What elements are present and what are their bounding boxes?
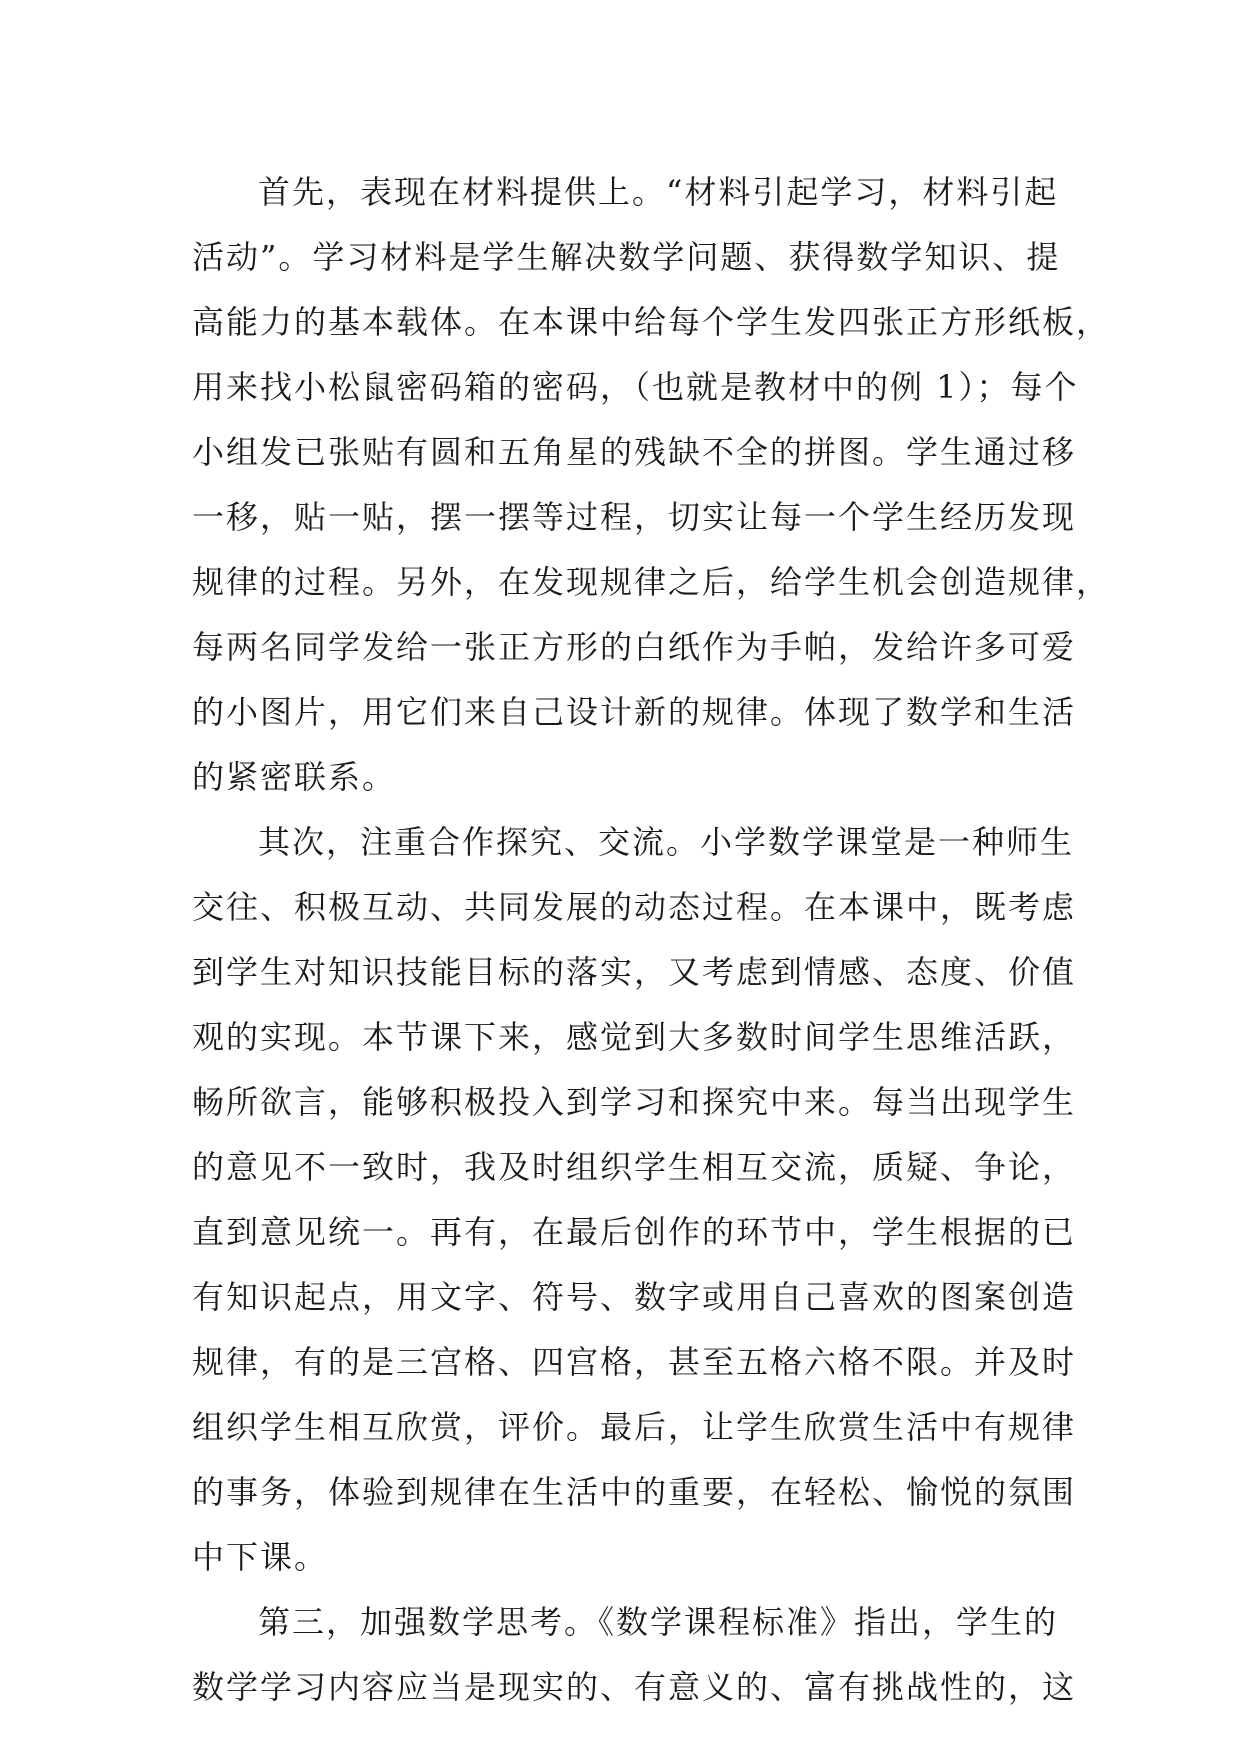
text-line: 的紧密联系。 — [192, 758, 397, 796]
text-line: 每两名同学发给一张正方形的白纸作为手帕，发给许多可爱 — [192, 628, 1077, 666]
text-line: 组织学生相互欣赏，评价。最后，让学生欣赏生活中有规律 — [192, 1408, 1077, 1446]
text-line: 畅所欲言，能够积极投入到学习和探究中来。每当出现学生 — [192, 1083, 1077, 1121]
paragraph-cooperation — [192, 810, 1077, 1590]
text-line: 小组发已张贴有圆和五角星的残缺不全的拼图。学生通过移 — [192, 433, 1077, 471]
text-line: 观的实现。本节课下来，感觉到大多数时间学生思维活跃， — [192, 1018, 1077, 1056]
text-line: 首先，表现在材料提供上。“材料引起学习，材料引起 — [258, 173, 1059, 211]
text-line: 活动”。学习材料是学生解决数学问题、获得数学知识、提 — [192, 238, 1061, 276]
text-line: 的意见不一致时，我及时组织学生相互交流，质疑、争论， — [192, 1148, 1077, 1186]
text-line: 规律，有的是三宫格、四宫格，甚至五格六格不限。并及时 — [192, 1343, 1077, 1381]
document-body — [192, 160, 1111, 1720]
text-line: 第三，加强数学思考。《数学课程标准》指出，学生的 — [258, 1603, 1059, 1641]
text-line: 交往、积极互动、共同发展的动态过程。在本课中，既考虑 — [192, 888, 1077, 926]
text-line: 到学生对知识技能目标的落实，又考虑到情感、态度、价值 — [192, 953, 1077, 991]
text-line: 高能力的基本载体。在本课中给每个学生发四张正方形纸板， — [192, 303, 1111, 341]
text-line: 的事务，体验到规律在生活中的重要，在轻松、愉悦的氛围 — [192, 1473, 1077, 1511]
text-line: 数学学习内容应当是现实的、有意义的、富有挑战性的，这 — [192, 1668, 1077, 1706]
text-line: 有知识起点，用文字、符号、数字或用自己喜欢的图案创造 — [192, 1278, 1077, 1316]
paragraph-materials — [192, 160, 1111, 810]
text-line: 规律的过程。另外，在发现规律之后，给学生机会创造规律， — [192, 563, 1111, 601]
paragraph-math-thinking — [192, 1590, 1077, 1720]
text-line: 的小图片，用它们来自己设计新的规律。体现了数学和生活 — [192, 693, 1077, 731]
text-line: 一移，贴一贴，摆一摆等过程，切实让每一个学生经历发现 — [192, 498, 1077, 536]
text-line: 直到意见统一。再有，在最后创作的环节中，学生根据的已 — [192, 1213, 1077, 1251]
text-line: 其次，注重合作探究、交流。小学数学课堂是一种师生 — [258, 823, 1075, 861]
text-line: 中下课。 — [192, 1538, 329, 1576]
text-line: 用来找小松鼠密码箱的密码，（也就是教材中的例 1）；每个 — [192, 368, 1079, 406]
